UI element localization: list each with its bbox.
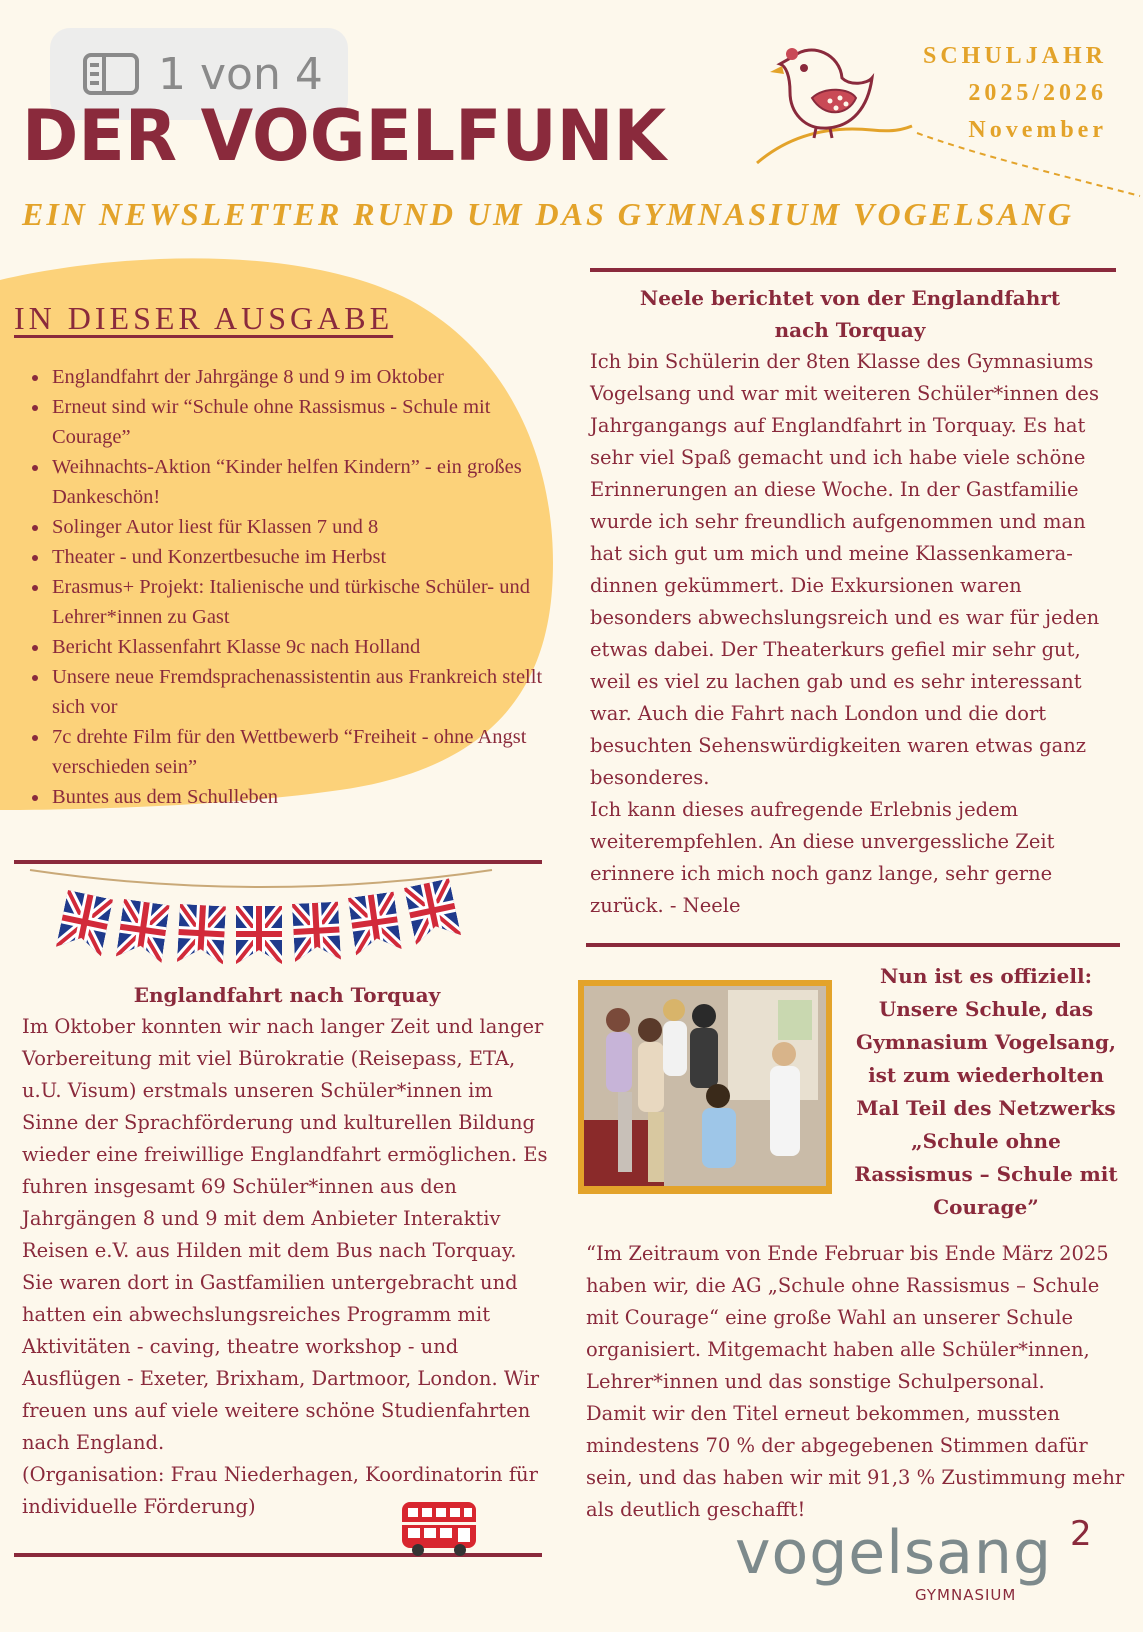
masthead-title: DER VOGELFUNK xyxy=(22,95,667,177)
toc-item: • Erneut sind wir “Schule ohne Rassismus - Schule mit Courage” xyxy=(50,392,545,452)
toc-item: • Weihnachts-Aktion “Kinder helfen Kindern” - ein großes Dankeschön! xyxy=(50,452,545,512)
issue-month: November xyxy=(968,117,1107,143)
neele-article-title: Neele berichtet von der Englandfahrt nach Torquay xyxy=(639,286,1061,342)
school-logo-superscript: 2 xyxy=(1070,1514,1092,1554)
issue-year: 2025/2026 xyxy=(968,80,1107,106)
courage-article-paragraph: “Im Zeitraum von Ende Februar bis Ende März 2025 haben wir, die AG „Schule ohne Rassismus – Schule mit Courage“ eine große Wahl an unserer Schule organisiert. Mitgemacht haben alle Schüler*innen, Lehrer*innen und das sonstige Schulpersonal. xyxy=(586,1242,1109,1393)
neele-article-paragraph: Ich bin Schülerin der 8ten Klasse des Gymnasiums Vogelsang und war mit weiteren Schüler*innen des Jahrgangangs auf Englandfahrt in Torquay. Es hat sehr viel Spaß gemacht und ich habe viele schöne Erinnerungen an diese Woche. In der Gastfamilie wurde ich sehr freundlich aufgenommen und man hat sich gut um mich und meine Klassenkamera-dinnen gekümmert. Die Exkursionen waren besonders abwechslungsreich und es war für jeden etwas dabei. Der Theaterkurs gefiel mir sehr gut, weil es viel zu lachen gab und es sehr interessant war. Auch die Fahrt nach London und die dort besuchten Sehenswürdigkeiten waren etwas ganz besonderes. xyxy=(590,350,1100,789)
page-indicator-label: 1 von 4 xyxy=(158,48,323,100)
toc-heading: IN DIESER AUSGABE xyxy=(14,300,394,336)
england-article-title: Englandfahrt nach Torquay xyxy=(133,983,441,1007)
toc-item: • Buntes aus dem Schulleben xyxy=(50,782,545,812)
issue-info xyxy=(923,38,1107,149)
toc-list xyxy=(28,362,545,812)
courage-article-title: Nun ist es offiziell: Unsere Schule, das Gymnasium Vogelsang, ist zum wiederholten Mal Teil des Netzwerks „Schule ohne Rassismus – Schule mit Courage” xyxy=(854,964,1118,1219)
divider-top-right xyxy=(590,268,1116,272)
england-article-paragraph: Im Oktober konnten wir nach langer Zeit und langer Vorbereitung mit viel Bürokratie (Reisepass, ETA, u.U. Visum) erstmals unseren Schüler*innen im Sinne der Sprachförderung und kulturellen Bildung wieder eine freiwillige Englandfahrt ermöglichen. Es fuhren insgesamt 69 Schüler*innen aus den Jahrgängen 8 und 9 mit dem Anbieter Interaktiv Reisen e.V. aus Hilden mit dem Bus nach Torquay. Sie waren dort in Gastfamilien untergebracht und hatten ein abwechslungsreiches Programm mit Aktivitäten - caving, theatre workshop - und Ausflügen - Exeter, Brixham, Dartmoor, London. Wir freuen uns auf viele weitere schöne Studienfahrten nach England. xyxy=(22,1015,548,1454)
toc-item: • Bericht Klassenfahrt Klasse 9c nach Holland xyxy=(50,632,545,662)
school-logo xyxy=(735,1514,1135,1608)
toc-item: • Erasmus+ Projekt: Italienische und türkische Schüler- und Lehrer*innen zu Gast xyxy=(50,572,545,632)
neele-article xyxy=(590,282,1110,922)
neele-article-paragraph: Ich kann dieses aufregende Erlebnis jedem weiterempfehlen. An diese unvergessliche Zeit erinnere ich mich noch ganz lange, sehr gerne zurück. - Neele xyxy=(590,798,1055,917)
courage-article-paragraph: Damit wir den Titel erneut bekommen, mussten mindestens 70 % der abgegebenen Stimmen dafür sein, und das haben wir mit 91,3 % Zustimmung mehr als deutlich geschafft! xyxy=(586,1402,1125,1521)
union-jack-bunting-icon xyxy=(26,864,496,968)
toc-item: • 7c drehte Film für den Wettbewerb “Freiheit - ohne Angst verschieden sein” xyxy=(50,722,545,782)
toc-item: • Unsere neue Fremdsprachenassistentin aus Frankreich stellt sich vor xyxy=(50,662,545,722)
school-logo-wordmark: vogelsang xyxy=(735,1518,1053,1588)
england-article xyxy=(22,979,552,1523)
divider-right-middle xyxy=(586,943,1120,947)
page-sidebar-icon xyxy=(82,52,140,96)
issue-label: SCHULJAHR xyxy=(922,43,1107,69)
courage-article xyxy=(586,960,1132,1526)
school-logo-subtitle: GYMNASIUM xyxy=(915,1586,1017,1604)
toc-item: • Englandfahrt der Jahrgänge 8 und 9 im Oktober xyxy=(50,362,545,392)
newsletter-subtitle: EIN NEWSLETTER RUND UM DAS GYMNASIUM VOGELSANG xyxy=(22,196,1074,232)
double-decker-bus-icon xyxy=(400,1500,480,1556)
toc-item: • Theater - und Konzertbesuche im Herbst xyxy=(50,542,545,572)
toc-item: • Solinger Autor liest für Klassen 7 und 8 xyxy=(50,512,545,542)
england-article-paragraph: (Organisation: Frau Niederhagen, Koordinatorin für individuelle Förderung) xyxy=(22,1463,538,1518)
